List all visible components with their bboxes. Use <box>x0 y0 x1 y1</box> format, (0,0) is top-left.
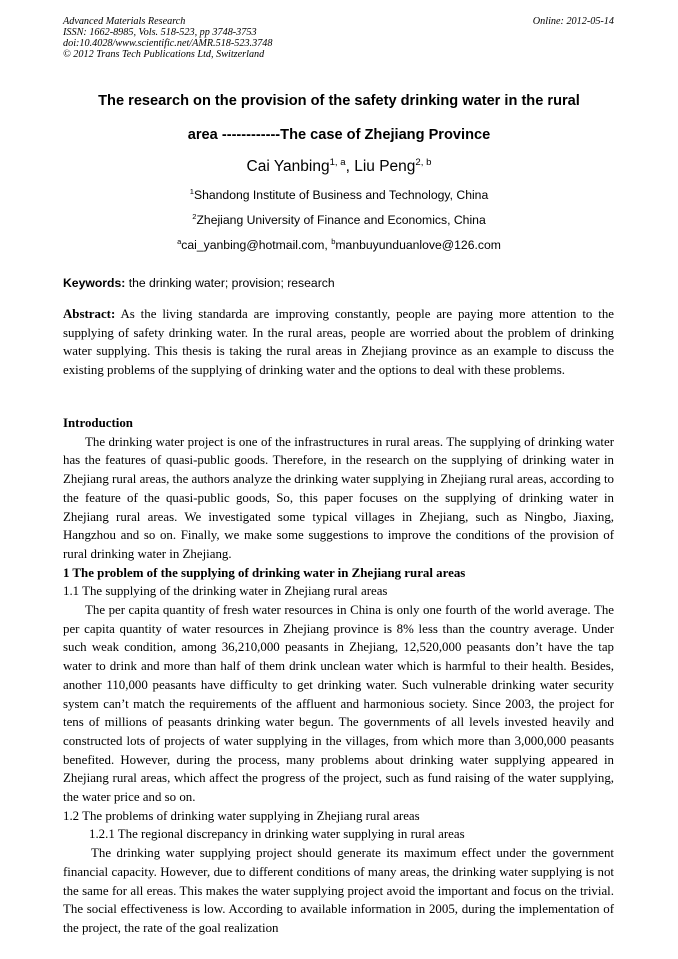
author-list <box>0 158 678 176</box>
issn-line: ISSN: 1662-8985, Vols. 518-523, pp 3748-3753 <box>63 27 257 38</box>
abstract-label: Abstract: <box>63 307 116 321</box>
affiliation-2-text: Zhejiang University of Finance and Economics, China <box>196 213 486 227</box>
keywords-text: the drinking water; provision; research <box>125 276 335 290</box>
section-1-1-heading: 1.1 The supplying of the drinking water in Zhejiang rural areas <box>63 584 388 599</box>
abstract-text: As the living standarda are improving constantly, people are paying more attention to the supplying of safety drinking water. In the rural areas, people are worried about the problem of drinking water supplying. This thesis is taking the rural areas in Zhejiang province as an example to discuss the existing problems of the supplying of drinking water and the options to deal with these problems. <box>63 307 614 378</box>
email-b-superscript: b <box>331 237 336 247</box>
keywords-label: Keywords: <box>63 276 126 290</box>
section-1-1-paragraph: The per capita quantity of fresh water resources in China is only one fourth of the world average. The per capita quantity of water resources in Zhejiang province is 8% less than the country average. Under such weak condition, among 36,210,000 peasants in Zhejiang, 12,520,000 peasants don’t have the tap water to drink and more than half of them drink unclean water which is harmful to their health. Besides, another 110,000 peasants have difficulty to get drinking water. Such vulnerable drinking water security system can’t match the requirements of the affluent and harmonious society. Since 2003, the project for tens of millions of peasants drinking water begun. The governments of all levels invested heavily and constructed lots of projects of water supplying in the villages, from which more than 3,000,000 peasants benefited. However, during the process, many problems about drinking water supplying appeared in Zhejiang rural areas, which affect the progress of the project, such as fund raising of the water supplying, the water price and so on. <box>63 603 614 805</box>
section-1-2-1-heading: 1.2.1 The regional discrepancy in drinking water supplying in rural areas <box>89 827 465 842</box>
online-date: Online: 2012-05-14 <box>532 16 614 27</box>
author-1-name: Cai Yanbing <box>246 158 330 175</box>
abstract <box>63 305 614 380</box>
author-2-name: Liu Peng <box>354 158 416 175</box>
section-1-heading: 1 The problem of the supplying of drinking water in Zhejiang rural areas <box>63 565 466 580</box>
author-emails <box>0 238 678 252</box>
affiliation-1-text: Shandong Institute of Business and Technology, China <box>193 188 489 202</box>
affiliation-1-superscript: 1 <box>189 187 194 197</box>
author-2-superscript: 2, b <box>415 156 432 168</box>
author-separator: , <box>345 158 355 175</box>
doi-line: doi:10.4028/www.scientific.net/AMR.518-523.3748 <box>63 38 273 49</box>
section-1-2-heading: 1.2 The problems of drinking water supplying in Zhejiang rural areas <box>63 808 420 823</box>
affiliation-2-superscript: 2 <box>192 212 197 222</box>
affiliation-1 <box>0 188 678 202</box>
section-1-2-1-paragraph: The drinking water supplying project should generate its maximum effect under the government financial capacity. However, due to different conditions of many areas, the drinking water supplying is not the same for all ereas. This makes the water supplying project avoid the important and focus on the trivial. The social effectiveness is low. According to available information in 2005, during the implementation of the project, the rate of the goal realization <box>63 846 614 935</box>
email-b-text: manbuyunduanlove@126.com <box>335 238 501 252</box>
affiliation-2 <box>0 213 678 227</box>
journal-name: Advanced Materials Research <box>63 16 186 27</box>
paper-body <box>63 414 614 938</box>
author-1-superscript: 1, a <box>329 156 346 168</box>
introduction-heading: Introduction <box>63 416 133 430</box>
journal-metadata <box>63 16 272 60</box>
keywords <box>63 276 335 290</box>
email-a-superscript: a <box>177 237 182 247</box>
introduction-paragraph: The drinking water project is one of the infrastructures in rural areas. The supplying of drinking water has the features of quasi-public goods. Therefore, in the research on the supplying of drinking water in Zhejiang rural areas, the authors analyze the drinking water supplying in Zhejiang rural areas, according to the feature of the quasi-public goods, So, this paper focuses on the supplying of drinking water in Zhejiang rural areas. We investigated some typical villages in Zhejiang, such as Ningbo, Jiaxing, Hangzhou and so on. Finally, we make some suggestions to improve the conditions of the provision of rural drinking water in Zhejiang. <box>63 434 614 561</box>
paper-title-line-1: The research on the provision of the safety drinking water in the rural <box>98 93 580 109</box>
copyright-line: © 2012 Trans Tech Publications Ltd, Switzerland <box>63 49 265 60</box>
email-a-text: cai_yanbing@hotmail.com, <box>181 238 332 252</box>
paper-title-line-2: area ------------The case of Zhejiang Province <box>187 127 491 143</box>
